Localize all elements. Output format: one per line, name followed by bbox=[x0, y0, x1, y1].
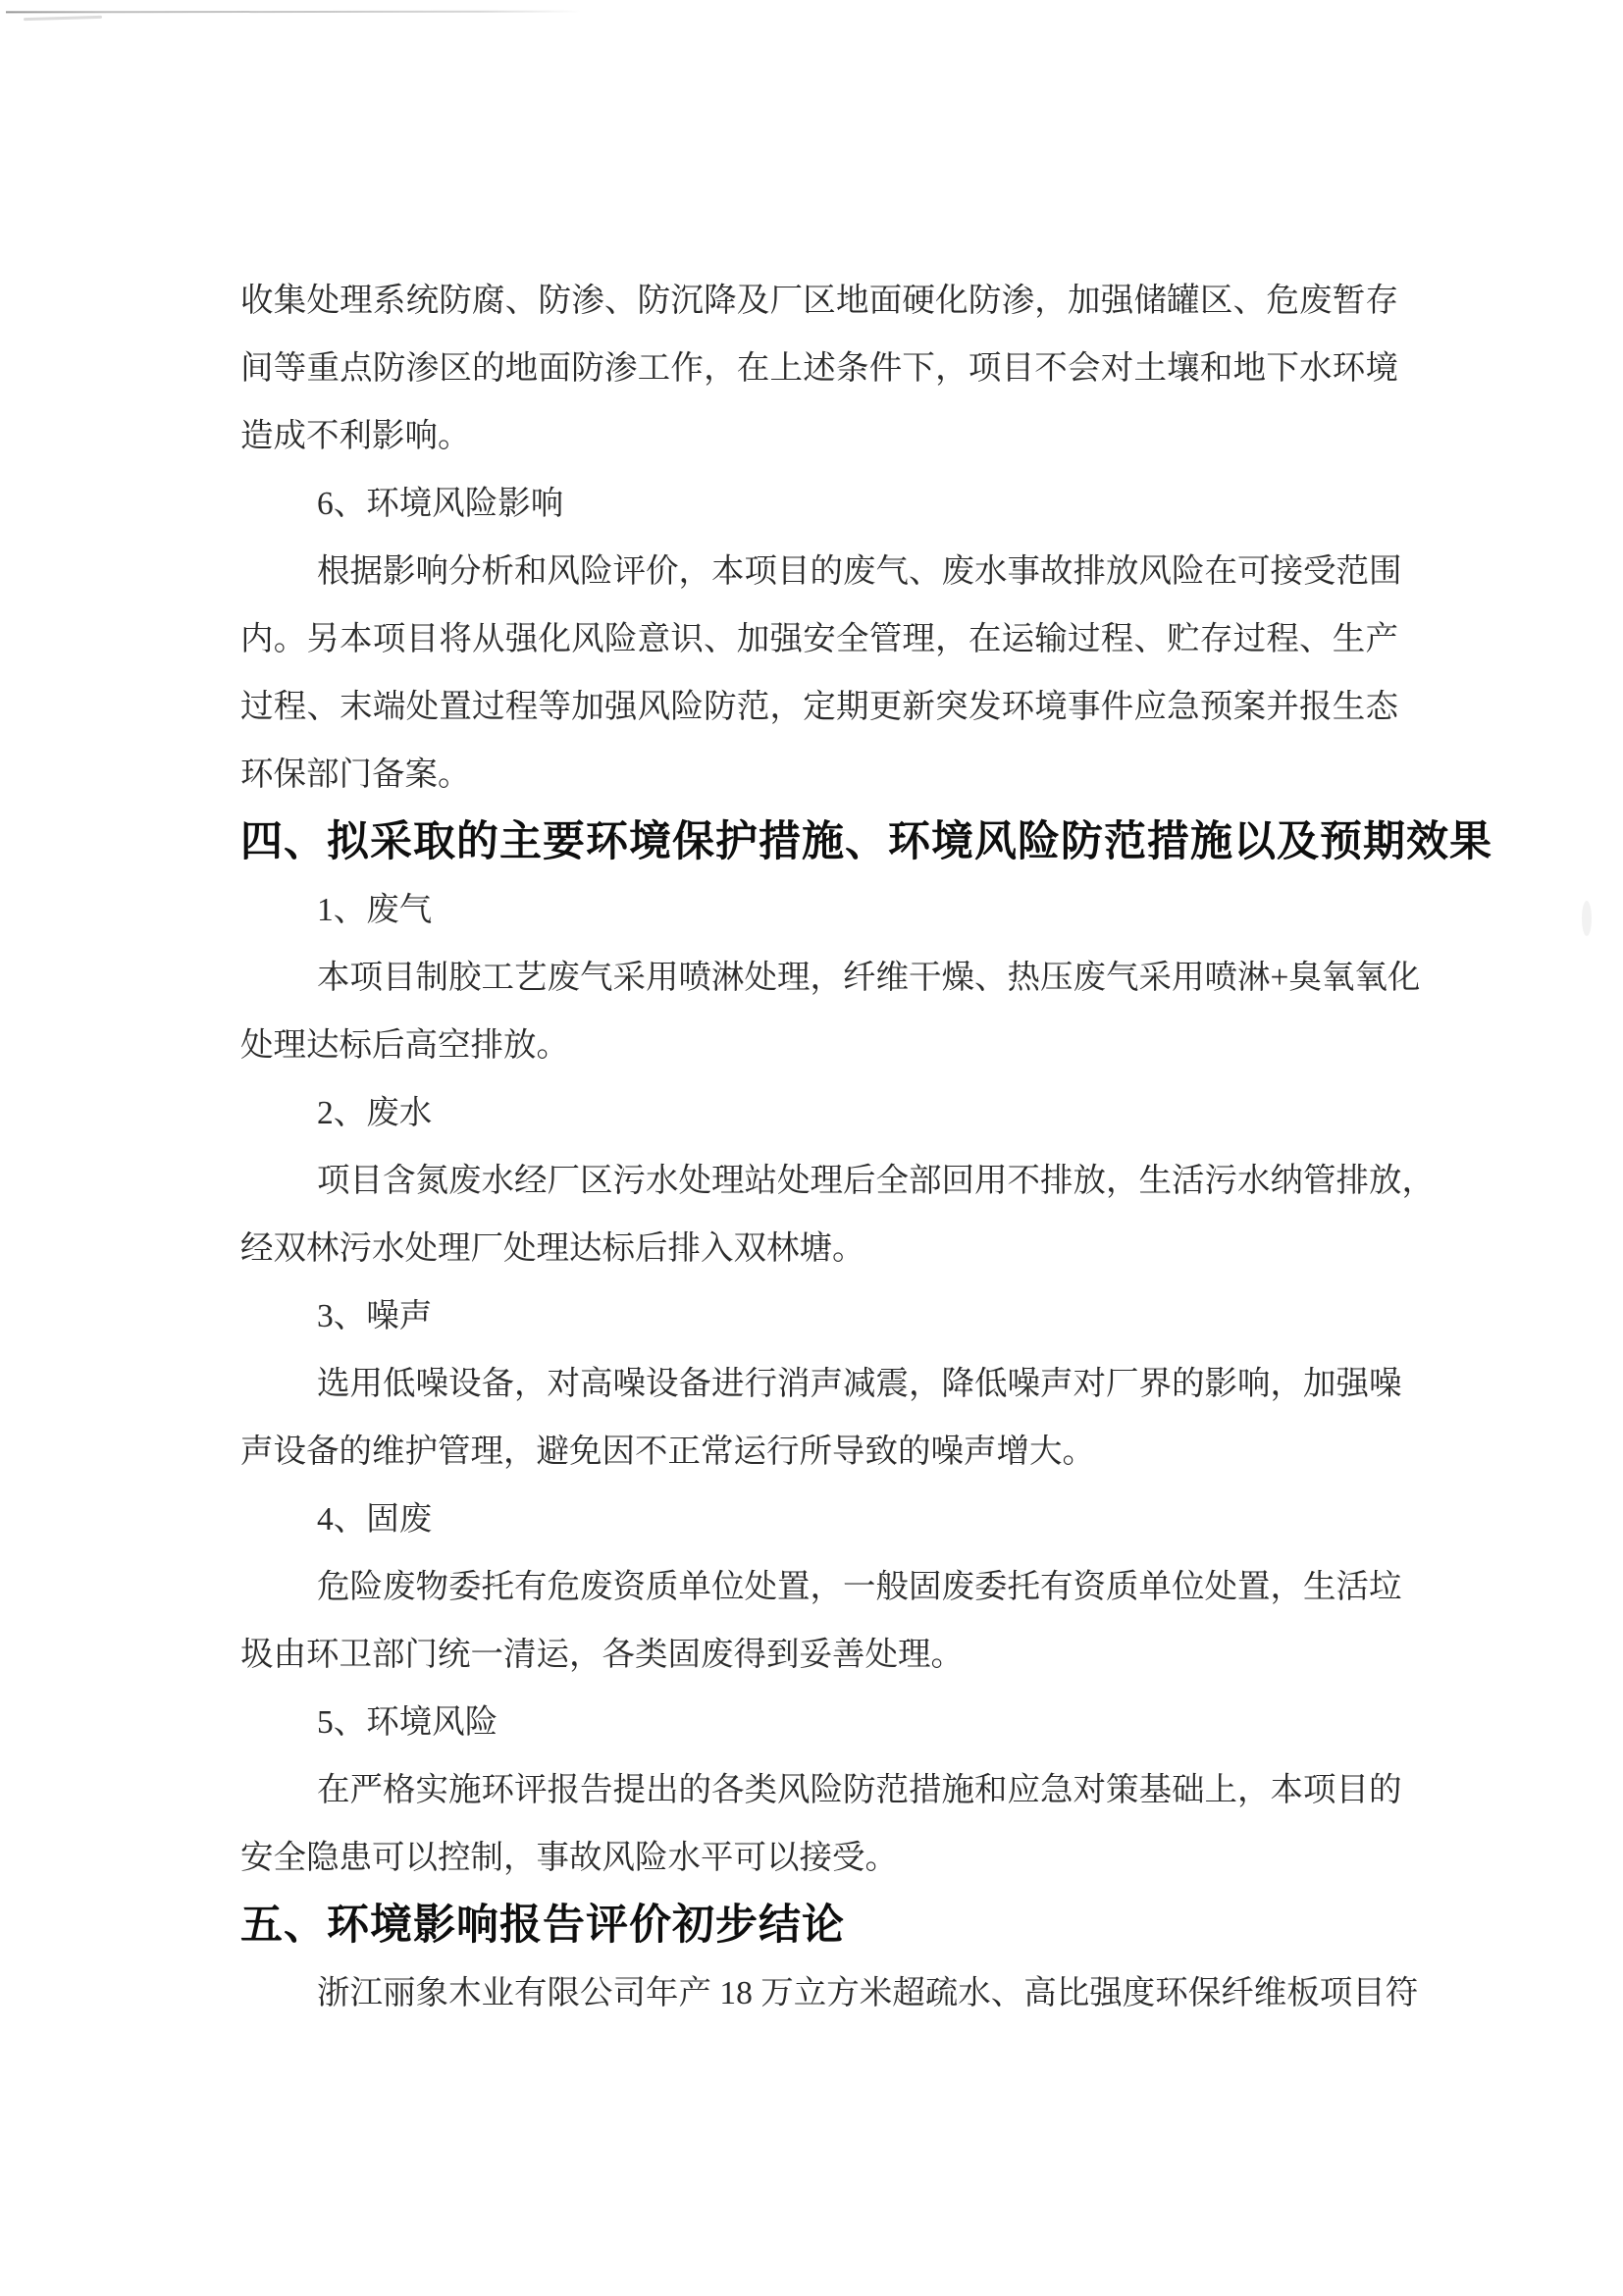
section-heading: 五、环境影响报告评价初步结论 bbox=[240, 1902, 845, 1949]
document-line: 2、废水 bbox=[317, 1095, 433, 1131]
document-line: 1、废气 bbox=[317, 892, 433, 928]
document-line: 安全隐患可以控制，事故风险水平可以接受。 bbox=[240, 1840, 898, 1876]
document-line: 6、环境风险影响 bbox=[317, 486, 564, 522]
section-heading: 四、拟采取的主要环境保护措施、环境风险防范措施以及预期效果 bbox=[240, 818, 1492, 865]
document-line: 造成不利影响。 bbox=[240, 418, 471, 454]
document-line: 经双林污水处理厂处理达标后排入双林塘。 bbox=[240, 1230, 865, 1267]
document-line: 处理达标后高空排放。 bbox=[240, 1027, 569, 1064]
document-body bbox=[240, 267, 1492, 2027]
document-line: 浙江丽象木业有限公司年产 18 万立方米超疏水、高比强度环保纤维板项目符 bbox=[317, 1975, 1419, 2011]
document-line: 收集处理系统防腐、防渗、防沉降及厂区地面硬化防渗，加强储罐区、危废暂存 bbox=[240, 283, 1398, 319]
document-line: 本项目制胶工艺废气采用喷淋处理，纤维干燥、热压废气采用喷淋+臭氧氧化 bbox=[317, 960, 1421, 996]
scan-artifact-line bbox=[6, 11, 581, 14]
document-line: 环保部门备案。 bbox=[240, 757, 471, 793]
document-line: 在严格实施环评报告提出的各类风险防范措施和应急对策基础上，本项目的 bbox=[317, 1772, 1402, 1808]
document-line: 危险废物委托有危废资质单位处置，一般固废委托有资质单位处置，生活垃 bbox=[317, 1569, 1402, 1605]
scan-artifact-smudge bbox=[24, 16, 102, 21]
document-line: 间等重点防渗区的地面防渗工作，在上述条件下，项目不会对土壤和地下水环境 bbox=[240, 350, 1398, 387]
document-line: 声设备的维护管理，避免因不正常运行所导致的噪声增大。 bbox=[240, 1434, 1095, 1470]
document-line: 项目含氮废水经厂区污水处理站处理后全部回用不排放，生活污水纳管排放， bbox=[317, 1163, 1435, 1199]
scan-artifact-speck bbox=[1582, 901, 1592, 936]
document-line: 圾由环卫部门统一清运，各类固废得到妥善处理。 bbox=[240, 1637, 964, 1673]
document-line: 5、环境风险 bbox=[317, 1704, 498, 1741]
document-line: 内。另本项目将从强化风险意识、加强安全管理，在运输过程、贮存过程、生产 bbox=[240, 621, 1398, 657]
document-line: 选用低噪设备，对高噪设备进行消声减震，降低噪声对厂界的影响，加强噪 bbox=[317, 1366, 1402, 1402]
document-line: 过程、末端处置过程等加强风险防范，定期更新突发环境事件应急预案并报生态 bbox=[240, 689, 1398, 725]
document-line: 4、固废 bbox=[317, 1501, 433, 1538]
document-line: 3、噪声 bbox=[317, 1298, 433, 1334]
document-line: 根据影响分析和风险评价，本项目的废气、废水事故排放风险在可接受范围 bbox=[317, 553, 1402, 590]
